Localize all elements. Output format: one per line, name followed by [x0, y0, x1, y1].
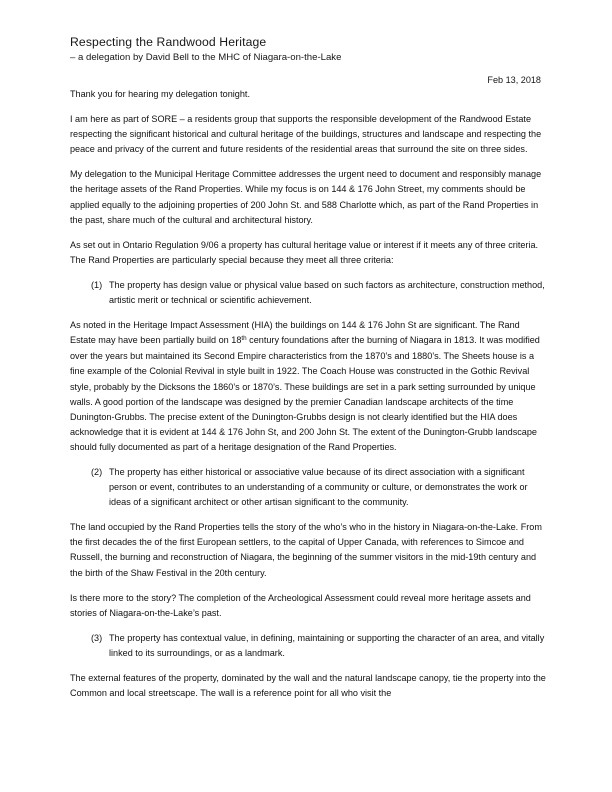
list-item-text: The property has contextual value, in defining, maintaining or supporting the character of an area, and vitally linked to its surroundings, or as a landmark.: [109, 632, 545, 658]
paragraph-hia-significance: [70, 318, 546, 455]
paragraph-delegation-scope: My delegation to the Municipal Heritage Committee addresses the urgent need to document and responsibly manage the heritage assets of the Rand Properties. While my focus is on 144 & 176 John Street, my comments should be applied equally to the adjoining properties of 200 John St. and 588 Charlotte which, as part of the Rand Properties in the past, share much of the cultural and architectural history.: [70, 169, 542, 225]
list-item-text: The property has either historical or associative value because of its direct association with a significant person or event, contributes to an understanding of a community or culture, or demonstrates the work or ideas of a significant architect or other artisan significant to the community.: [109, 466, 528, 508]
criteria-list-item-2: [70, 465, 546, 510]
paragraph-hia-part-two: century foundations after the burning of Niagara in 1813. It was modified over the years but maintained its Second Empire characteristics from the 1870’s and 1880’s. The Sheets house is a fine example of the Colonial Revival in style built in 1922. The Coach House was constructed in the Gothic Revival style, probably by the Dicksons the 1860’s or 1870’s. These buildings are set in a park setting surrounded by unique walls. A good portion of the landscape was designed by the premier Canadian landscape architects of the time Dunington-Grubbs. The precise extent of the Dunington-Grubbs design is not clearly identified but the HIA does acknowledge that it is evident at 144 & 176 John St, and 200 John St. The extent of the Dunington-Grubb landscape should fully documented as part of a heritage designation of the Rand Properties.: [70, 335, 540, 452]
list-item: [70, 278, 546, 308]
ordinal-suffix-superscript: th: [241, 334, 247, 342]
list-item: [70, 465, 546, 510]
paragraph-sore-intro: I am here as part of SORE – a residents group that supports the responsible development of the Randwood Estate respecting the significant historical and cultural heritage of the buildings, structures and landscape and respecting the peace and privacy of the current and future residents of the residential areas that surround the site on three sides.: [70, 114, 542, 155]
document-subtitle: – a delegation by David Bell to the MHC of Niagara-on-the-Lake: [70, 52, 342, 63]
criteria-list-item-1: [70, 278, 546, 308]
criteria-list-item-3: [70, 631, 546, 661]
paragraph-regulation-intro: As set out in Ontario Regulation 9/06 a property has cultural heritage value or interest if it meets any of three criteria. The Rand Properties are particularly special because they meet all three criteria:: [70, 239, 539, 265]
page-title: Respecting the Randwood Heritage: [70, 35, 267, 49]
document-date: Feb 13, 2018: [487, 75, 541, 85]
paragraph-greeting: Thank you for hearing my delegation tonight.: [70, 89, 250, 99]
paragraph-external-features: The external features of the property, dominated by the wall and the natural landscape canopy, tie the property into the Common and local streetscape. The wall is a reference point for all who visit the: [70, 673, 546, 699]
list-item-text: The property has design value or physical value based on such factors as architecture, construction method, artistic merit or technical or scientific achievement.: [109, 279, 545, 306]
list-item-marker: (2): [91, 466, 103, 477]
list-item-marker: (1): [91, 279, 103, 290]
paragraph-archeological-assessment: Is there more to the story? The completion of the Archeological Assessment could reveal more heritage assets and stories of Niagara-on-the-Lake’s past.: [70, 592, 531, 618]
list-item-marker: (3): [91, 632, 103, 643]
paragraph-hia-part-one: As noted in the Heritage Impact Assessment (HIA) the buildings on 144 & 176 John St are significant. The Rand Estate may have been partially build on 18: [70, 320, 520, 346]
list-item: [70, 631, 546, 661]
document-body: [70, 34, 546, 711]
paragraph-land-history: The land occupied by the Rand Properties tells the story of the who’s who in the history in Niagara-on-the-Lake. From the first decades the of the first European settlers, to the capital of Upper Canada, with references to Simcoe and Russell, the burning and reconstruction of Niagara, the beginning of the summer visitors in the mid-19th century and the birth of the Shaw Festival in the 20th century.: [70, 522, 542, 578]
